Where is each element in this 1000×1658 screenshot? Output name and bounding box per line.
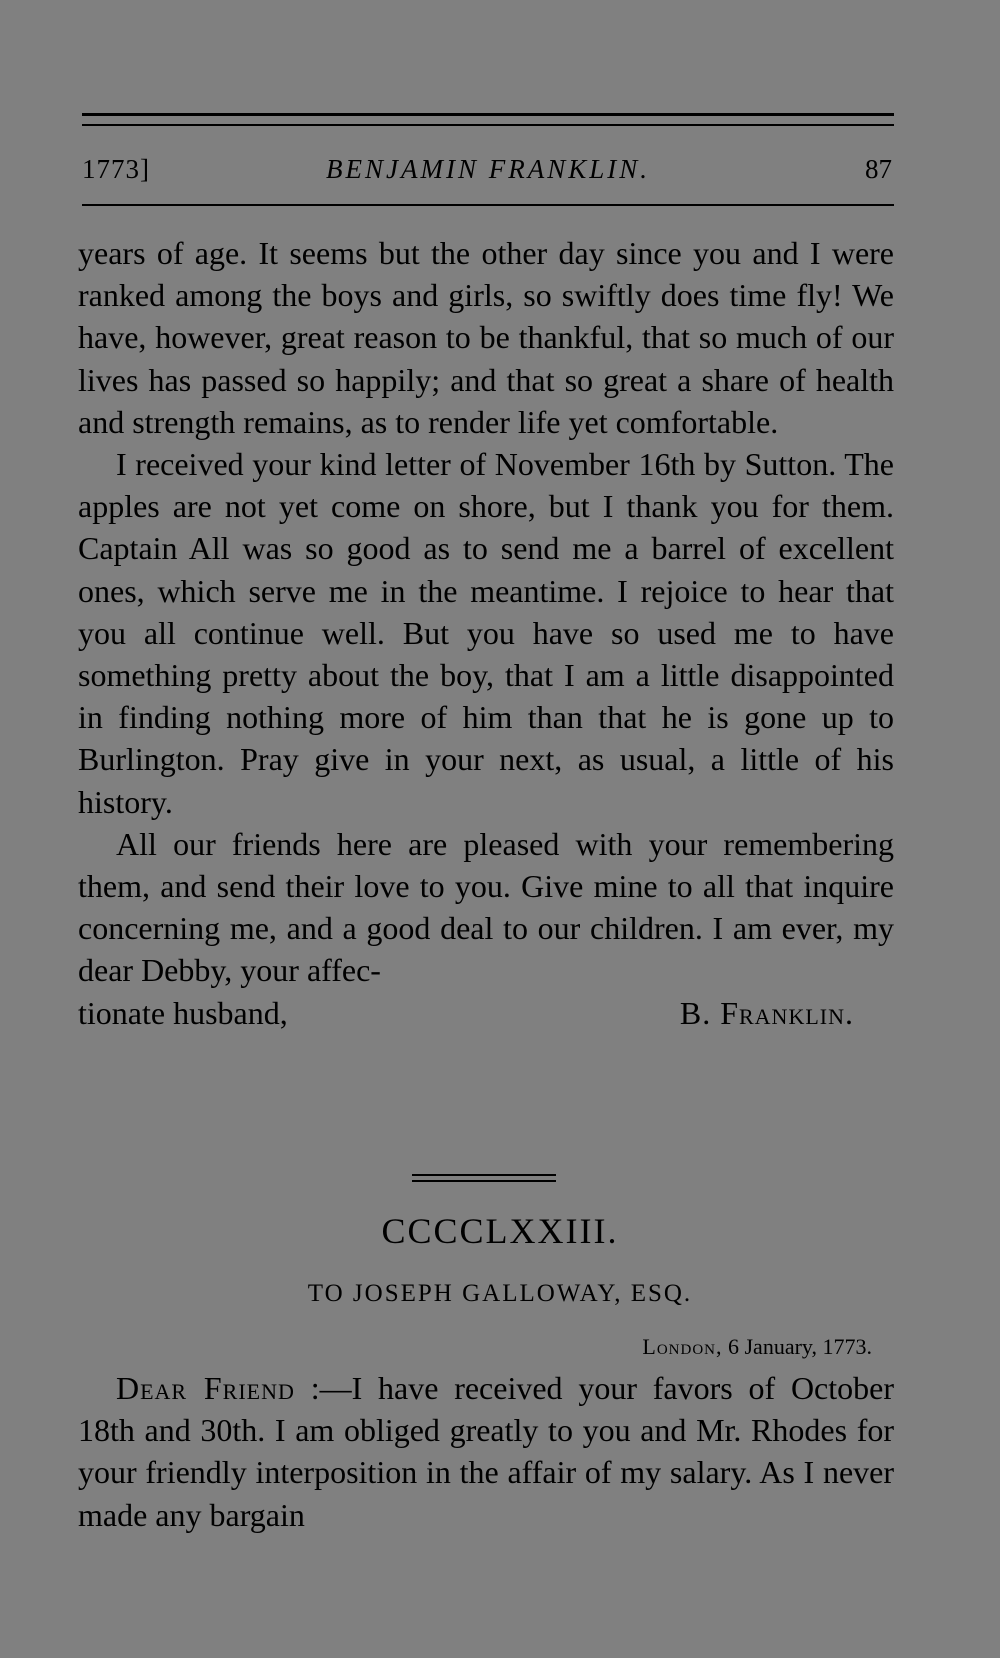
dateline bbox=[642, 1334, 872, 1360]
running-title: BENJAMIN FRANKLIN. bbox=[326, 154, 650, 184]
top-rule-thick bbox=[82, 113, 894, 116]
letter-body bbox=[78, 232, 894, 1034]
closing-text: tionate husband, bbox=[78, 994, 288, 1031]
paragraph-3: All our friends here are pleased with your remembering them, and send their love to you. Give mine to all that inquire concerning me, and a good deal to our children. I am ever, my dear Debby, your affec- bbox=[78, 825, 894, 989]
opening-text: :—I have received your favors of October 18th and 30th. I am obliged greatly to you and Mr. Rhodes for your friendly interposition in the affair of my salary. As I never made any bargain bbox=[78, 1370, 895, 1533]
next-letter-opening bbox=[78, 1367, 894, 1536]
next-letter-body bbox=[78, 1367, 894, 1536]
letter-number: CCCCLXXIII. bbox=[381, 1211, 619, 1251]
running-header bbox=[82, 146, 894, 190]
salutation: Dear Friend bbox=[116, 1370, 295, 1406]
header-year: 1773] bbox=[82, 154, 150, 184]
dateline-date: 6 January, 1773. bbox=[728, 1334, 872, 1359]
signature: B. Franklin. bbox=[679, 994, 854, 1031]
paragraph-1: years of age. It seems but the other day since you and I were ranked among the boys and girls, so swiftly does time fly! We have, however, great reason to be thankful, that so much of our lives has passed so happily; and that so great a share of health and strength remains, as to render life yet comfortable. bbox=[78, 235, 894, 440]
top-rule-thin bbox=[82, 124, 894, 126]
addressee: TO JOSEPH GALLOWAY, ESQ. bbox=[307, 1280, 693, 1307]
closing-line bbox=[78, 992, 894, 1034]
dateline-place: London, bbox=[642, 1334, 723, 1359]
page-number: 87 bbox=[865, 154, 892, 184]
header-bottom-rule bbox=[82, 204, 894, 206]
section-divider bbox=[412, 1174, 556, 1186]
paragraph-2: I received your kind letter of November 16th by Sutton. The apples are not yet come on shore, but I thank you for them. Captain All was so good as to send me a barrel of excellent ones, which serve me in the meantime. I rejoice to hear that you all continue well. But you have so used me to have something pretty about the boy, that I am a little disappointed in finding nothing more of him than that he is gone up to Burlington. Pray give in your next, as usual, a little of his history. bbox=[78, 446, 894, 820]
